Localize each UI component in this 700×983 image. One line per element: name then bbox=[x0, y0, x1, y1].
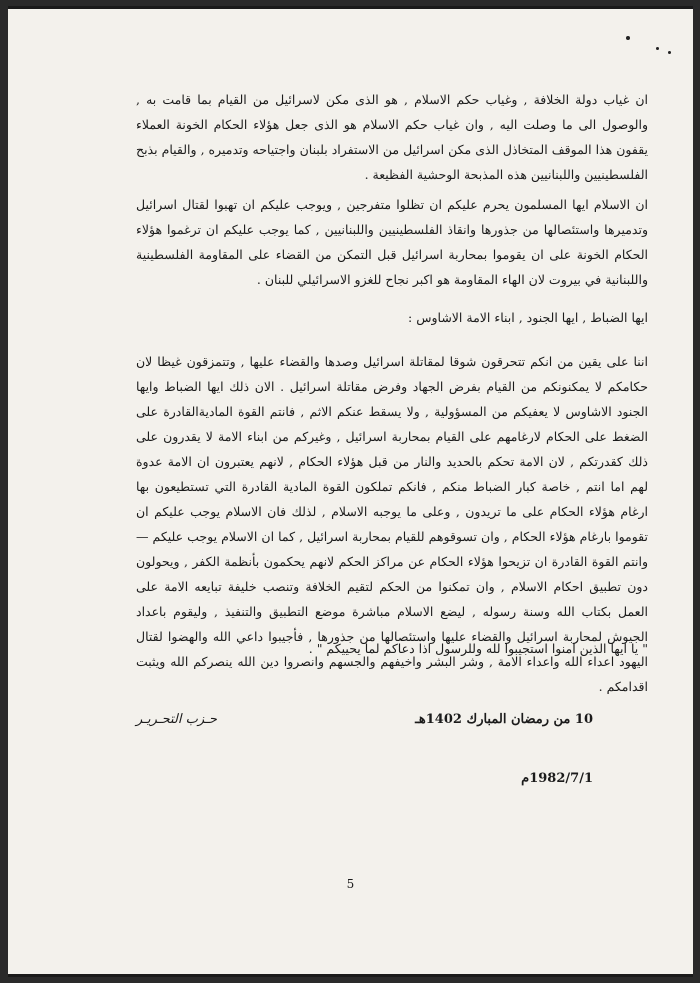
page-number: 5 bbox=[346, 877, 355, 891]
paragraph-muslims-duty: ان الاسلام ايها المسلمون يحرم عليكم ان تظلوا متفرجين , ويوجب عليكم ان تهبوا لقتال اسرائيل وتدميرها واستئصالها من جذورها وانقاذ الفلسطينيين واللبنانيين , كما يوجب عليكم ان ترغموا هؤلاء الحكام الخونة على ان يقوموا بمحاربة اسرائيل قبل التمكن من القضاء على المقاومة الفلسطينية واللبنانية في بيروت لان الهاء المقاومة هو اكبر نجاح للغزو الاسرائيلي للبنان . bbox=[136, 197, 648, 287]
party-signature: حـزب التحـريـر bbox=[136, 712, 217, 727]
gregorian-date: 1982/7/1م bbox=[521, 771, 593, 786]
paragraph-call-to-officers: اننا على يقين من انكم تتحرقون شوقا لمقاتلة اسرائيل وصدها والقضاء عليها , وتتمزقون غيظا لان حكامكم لا يمكنونكم من القيام بفرض الجهاد وفرض مقاتلة اسرائيل . الان ذلك ايها الضباط وايها الجنود الاشاوس لا يعفيكم من المسؤولية , ولا يسقط عنكم الاثم , فانتم القوة الماديةالقادرة على الضغط على الحكام لارغامهم على القيام بمحاربة اسرائيل , وغيركم من ابناء الامة لا يقدرون على ذلك كقدرتكم , لان الامة تحكم بالحديد والنار من قبل هؤلاء الحكام , لانهم يعتبرون ان الامة عدوة لهم اما انتم , خاصة كبار الضباط منكم , فانكم تملكون القوة المادية القادرة التي تستطيعون بها ارغام هؤلاء الحكام على ما تريدون , وعلى ما يوجبه الاسلام , لذلك فان الاسلام يوجب عليكم ان تقوموا بارغام هؤلاء الحكام , وان تسوقوهم للقيام بمحاربة اسرائيل , كما ان الاسلام يوجب عليكم — وانتم القوة القادرة ان تزيحوا هؤلاء الحكام عن مراكز الحكم لانهم يحكمون بأنظمة الكفر , ويحولون دون تطبيق احكام الاسلام , وان تمكنوا من الحكم لتقيم الخلافة وتنصب خليفة تبايعه الامة على العمل بكتاب الله وسنة رسوله , ليضع الاسلام مباشرة موضع التطبيق والتنفيذ , وليقوم باعداد الجيوش لمحاربة اسرائيل والقضاء عليها واستئصالها من جذورها , فأجيبوا داعي الله والهضوا لقتال اليهود اعداء الله واعداء الامة , وشر البشر واخيفهم والجسهم وانصروا دين الله ينصركم الله ويثبت اقدامكم . bbox=[136, 354, 648, 694]
address-officers: ايها الضباط , ايها الجنود , ابناء الامة الاشاوس : bbox=[408, 310, 648, 325]
hijri-date: 10 من رمضان المبارك 1402هـ bbox=[415, 712, 593, 727]
signature-row bbox=[136, 712, 593, 727]
document-page bbox=[8, 6, 693, 977]
scan-speck bbox=[668, 51, 671, 54]
quran-verse: " يا ايها الذين امنوا استجيبوا لله وللرسول اذا دعاكم لما يحييكم " . bbox=[308, 641, 648, 656]
scan-speck bbox=[626, 36, 630, 40]
paragraph-caliphate: ان غياب دولة الخلافة , وغياب حكم الاسلام , هو الذى مكن لاسرائيل من القيام بما قامت به , والوصول الى ما وصلت اليه , وان غياب حكم الاسلام هو الذى جعل هؤلاء الحكام الخونة العملاء يقفون هذا الموقف المتخاذل الذى مكن اسرائيل من الاستفراد بلبنان واجتياحه وتدميره , والقيام بذبح الفلسطينيين واللبنانيين هذه المذبحة الوحشية الفظيعة . bbox=[136, 92, 648, 182]
scan-speck bbox=[656, 47, 659, 50]
